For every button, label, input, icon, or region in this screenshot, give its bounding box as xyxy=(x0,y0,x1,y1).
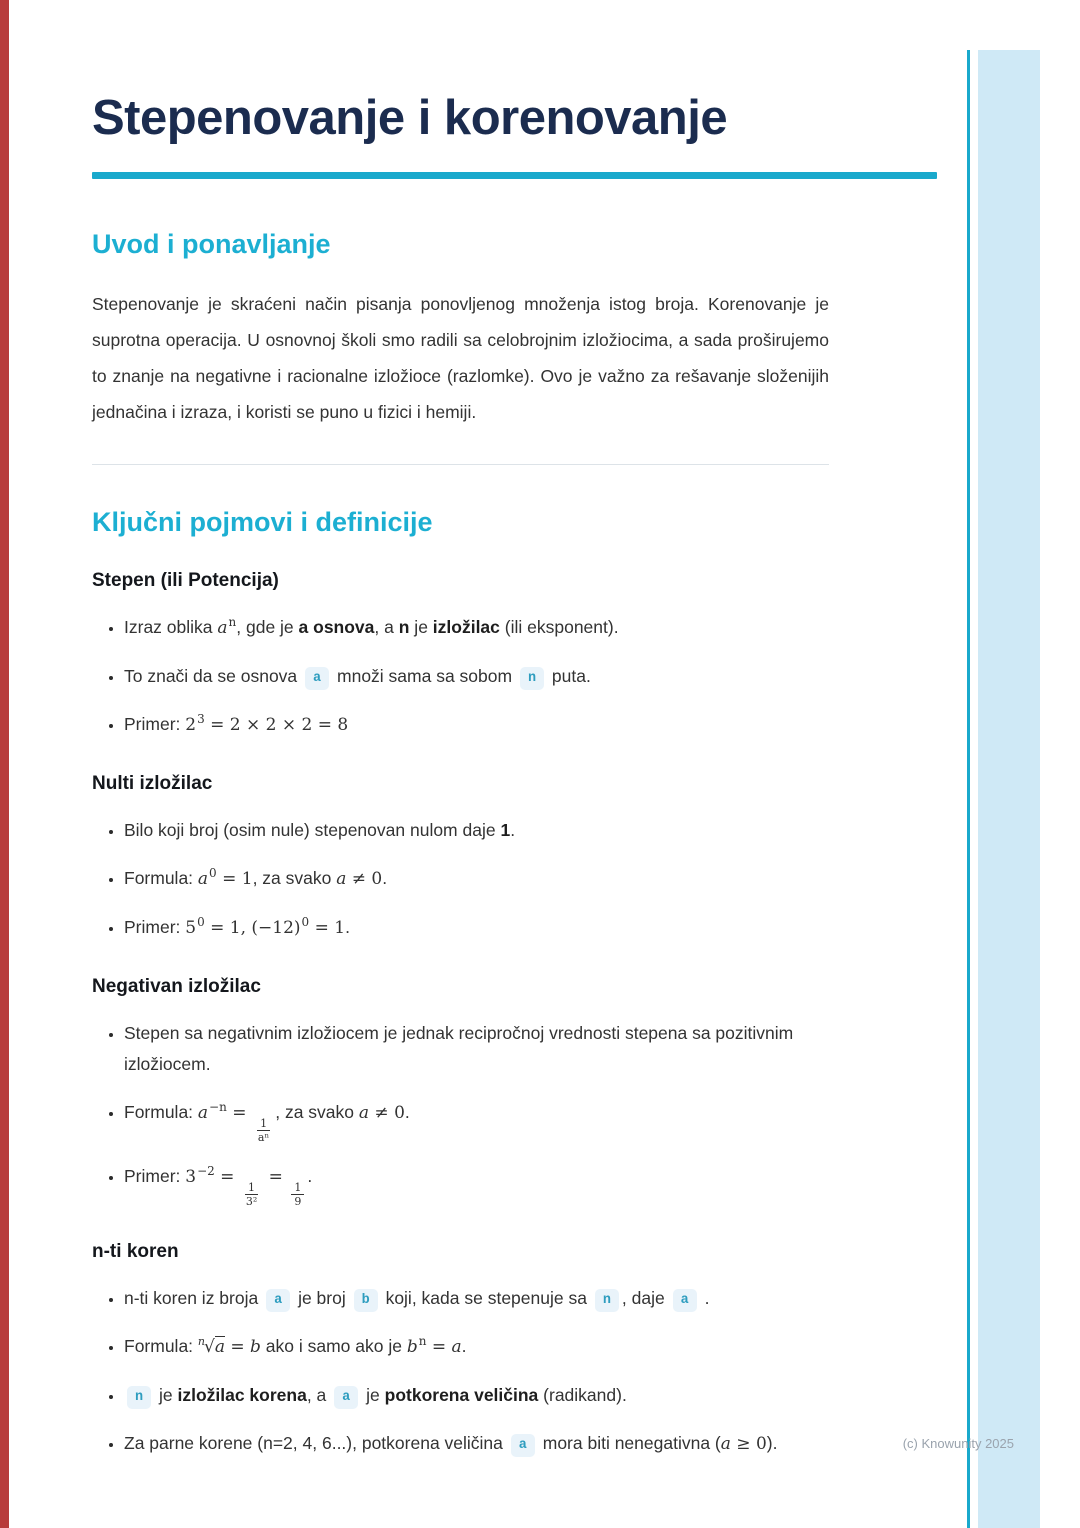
list-item xyxy=(124,1161,829,1208)
list-item-text: Stepen sa negativnim izložiocem je jednak recipročnoj vrednosti stepena sa pozitivnim izložiocem. xyxy=(124,1022,794,1074)
intro-paragraph: Stepenovanje je skraćeni način pisanja ponovljenog množenja istog broja. Korenovanje je suprotna operacija. U osnovnoj školi smo radili sa celobrojnim izložiocima, a sada proširujemo to znanje na negativne i racionalne izložioce (razlomke). Ovo je važno za rešavanje složenijih jednačina i izraza, i koristi se puno u fizici i hemiji. xyxy=(92,293,829,422)
list-item-text: Za parne korene (n=2, 4, 6...), potkorena veličina a mora biti nenegativna (a ≥ 0). xyxy=(124,1433,777,1453)
list-item-text: Primer: $5^0 = 1$, $(-12)^0 = 1$. xyxy=(124,914,350,938)
list-item-text: n-ti koren iz broja a je broj b koji, kada se stepenuje sa n , daje a . xyxy=(124,1288,709,1308)
subsection-nti-koren xyxy=(92,1241,937,1460)
code-chip: a xyxy=(334,1386,358,1410)
subsection-negativan-izlozilac xyxy=(92,976,937,1209)
list-item xyxy=(124,1331,829,1363)
list-item xyxy=(124,1283,829,1314)
code-chip: n xyxy=(520,667,544,691)
fraction: $\frac{1}{\text{aⁿ}}$ xyxy=(257,1116,270,1145)
list-item xyxy=(124,1428,829,1460)
left-accent-stripe xyxy=(0,0,9,1528)
subsection-title: Stepen (ili Potencija) xyxy=(92,569,279,591)
section-divider xyxy=(92,464,829,465)
list-item xyxy=(124,863,829,895)
list-item xyxy=(124,661,829,692)
code-chip: n xyxy=(127,1386,151,1410)
subsection-stepen xyxy=(92,570,937,741)
section-heading-uvod: Uvod i ponavljanje xyxy=(92,228,331,259)
section-heading-pojmovi: Ključni pojmovi i definicije xyxy=(92,506,433,537)
subsection-nulti-izlozilac xyxy=(92,773,937,944)
list-item-text: Primer: $3^{-2}$ = $\frac{1}{\text{3²}}$ = $\frac{1}{9}$ . xyxy=(124,1164,313,1209)
fraction: $\frac{1}{\text{3²}}$ xyxy=(245,1181,258,1209)
list-item-text: Primer: $2^3 = 2 \times 2 \times 2 = 8$ xyxy=(124,711,349,735)
list-item-text: Formula: $a^0 = 1$, za svako a ≠ 0. xyxy=(124,865,388,889)
fraction: $\frac{1}{9}$ xyxy=(291,1181,304,1208)
list-item-text: Formula: $a^{-n}$ = $\frac{1}{\text{aⁿ}}$ , za svako a ≠ 0. xyxy=(124,1099,410,1145)
bullet-list xyxy=(92,1283,829,1460)
code-chip: a xyxy=(305,667,329,691)
subsection-title: n-ti koren xyxy=(92,1240,179,1262)
list-item xyxy=(124,612,829,644)
code-chip: b xyxy=(354,1289,378,1313)
right-side-panel xyxy=(978,50,1040,1528)
document-content xyxy=(92,0,937,1477)
bullet-list xyxy=(92,1018,829,1209)
list-item-text: n je izložilac korena, a a je potkorena veličina (radikand). xyxy=(124,1385,627,1405)
list-item-text: Izraz oblika $a^n$, gde je a osnova, a n je izložilac (ili eksponent). xyxy=(124,614,619,638)
title-underline xyxy=(92,172,937,179)
list-item xyxy=(124,709,829,741)
page-title: Stepenovanje i korenovanje xyxy=(92,91,728,145)
copyright-text: (c) Knowunity 2025 xyxy=(902,1436,1014,1451)
bullet-list xyxy=(92,815,829,944)
list-item xyxy=(124,912,829,944)
nth-root: $^n$√a xyxy=(197,1334,225,1357)
list-item-text: To znači da se osnova a množi sama sa sobom n puta. xyxy=(124,666,591,686)
code-chip: n xyxy=(595,1289,619,1313)
bullet-list xyxy=(92,612,829,741)
list-item xyxy=(124,815,829,846)
list-item-text: Formula: $^n$√a = b ako i samo ako je $b^n = a$. xyxy=(124,1333,467,1357)
code-chip: a xyxy=(266,1289,290,1313)
list-item xyxy=(124,1018,829,1080)
right-accent-line xyxy=(967,50,970,1528)
list-item xyxy=(124,1097,829,1144)
subsection-title: Nulti izložilac xyxy=(92,772,213,794)
subsection-title: Negativan izložilac xyxy=(92,975,261,997)
list-item-text: Bilo koji broj (osim nule) stepenovan nulom daje 1. xyxy=(124,819,516,840)
list-item xyxy=(124,1380,829,1411)
code-chip: a xyxy=(673,1289,697,1313)
code-chip: a xyxy=(511,1434,535,1458)
